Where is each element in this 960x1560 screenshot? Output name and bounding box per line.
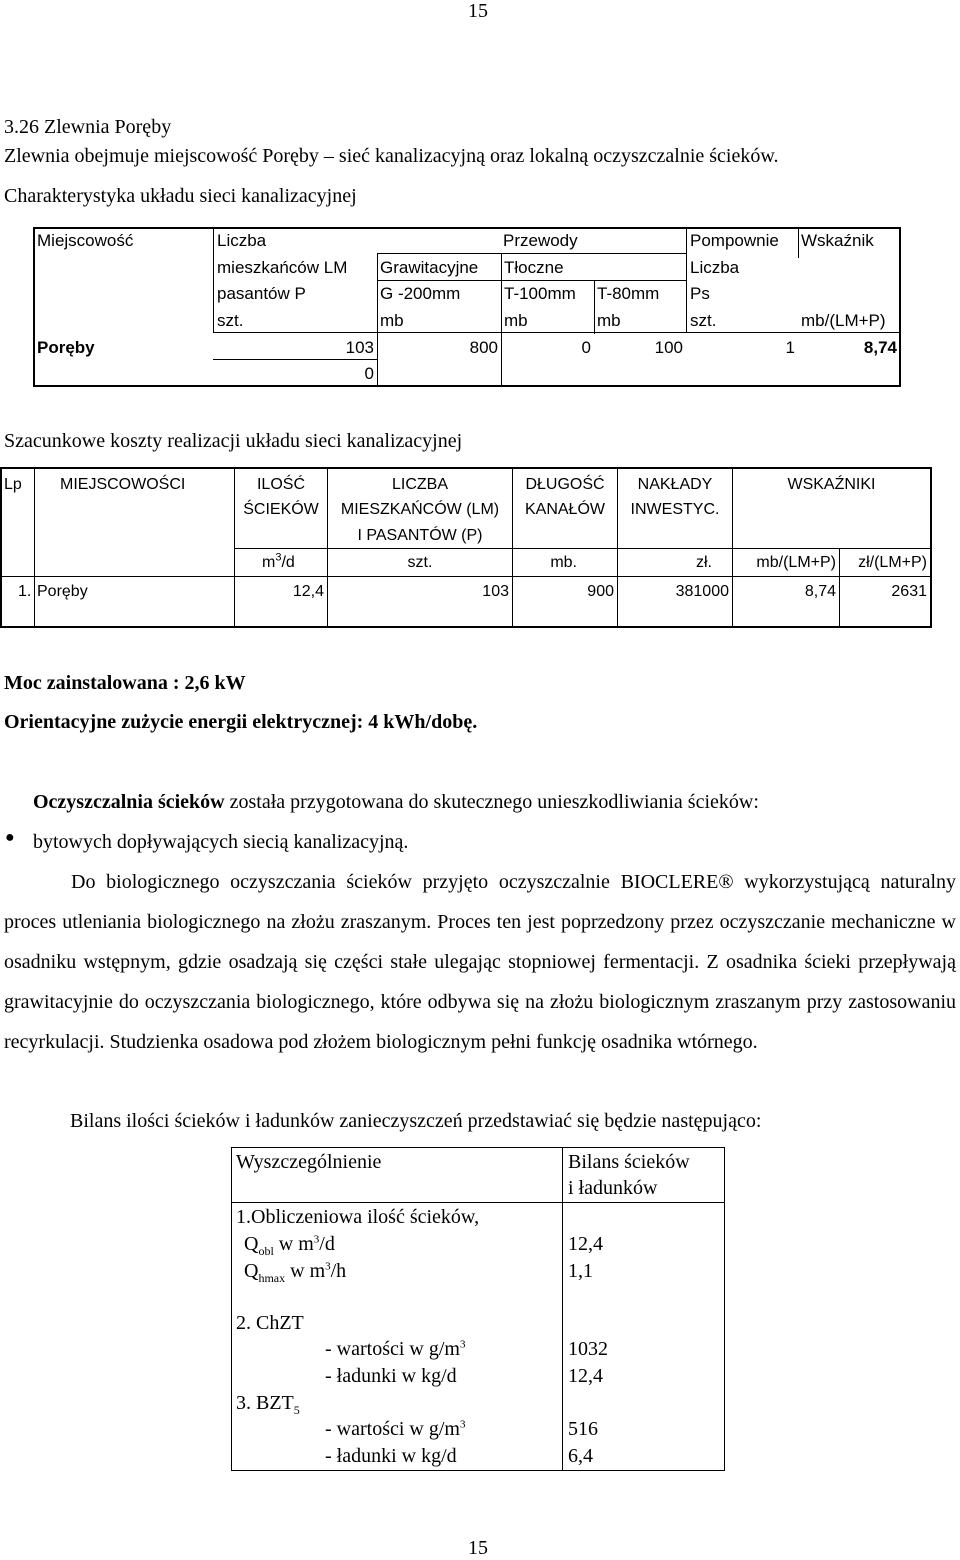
page-number-top: 15 [468,0,488,22]
t3-s1-v1: 12,4 [568,1233,603,1255]
t2-unit-mb-lmp: mb/(LM+P) [756,554,836,571]
t1-row-g200: 800 [469,338,498,357]
section-subtitle: Charakterystyka układu sieci kanalizacyjnej [4,185,357,207]
t3-s2-title: 2. ChZT [236,1312,304,1334]
t2-header-liczba-3: I PASANTÓW (P) [357,527,483,544]
t3-header-wyszczegolnienie: Wyszczególnienie [236,1151,382,1173]
t2-header-wskazniki: WSKAŹNIKI [787,476,876,493]
t1-header-grawitacyjne: Grawitacyjne [380,258,479,277]
t1-unit-mb-1: mb [380,311,404,330]
t2-header-dlugosc-1: DŁUGOŚĆ [525,476,605,493]
bullet-icon: ● [5,829,15,846]
t2-header-dlugosc-2: KANAŁÓW [524,501,605,518]
t3-s3-v1: 516 [568,1418,598,1440]
t1-header-tloczne: Tłoczne [504,258,564,277]
t2-row-wsk-2: 2631 [891,583,927,600]
plant-lead: Oczyszczalnia ścieków została przygotowana do skutecznego unieszkodliwiania ścieków: [33,791,759,813]
t2-unit-m3d: $m^3/d$ [262,551,295,571]
t1-header-liczba: Liczba [217,231,267,250]
t3-header-bilans-2: i ładunków [568,1177,658,1199]
t3-s1-v2: 1,1 [568,1260,593,1282]
page-number-bottom: 15 [468,1537,488,1559]
t3-s2-r1: - wartości w $g/m^3$ [325,1338,466,1360]
t2-row-liczba: 103 [482,583,509,600]
t1-unit-szt-1: szt. [217,311,244,330]
costs-title: Szacunkowe koszty realizacji układu sieci kanalizacyjnej [4,430,463,452]
section-intro: Zlewnia obejmuje miejscowość Poręby – sieć kanalizacyjną oraz lokalną oczyszczalnie ścieków. [4,145,779,167]
t3-s1-qobl: $Q_{obl}$ w $m^3/d$ [244,1233,335,1258]
t2-row-lp: 1. [18,583,32,600]
t3-s3-r2: - ładunki w kg/d [325,1445,457,1467]
t3-s3-v2: 6,4 [568,1445,593,1467]
t2-header-ilosc-1: ILOŚĆ [256,476,305,493]
t3-s2-v1: 1032 [568,1338,608,1360]
t1-row-name: Poręby [37,338,95,357]
plant-paragraph: Do biologicznego oczyszczania ścieków przyjęto oczyszczalnie BIOCLERE® wykorzystującą naturalny proces utleniania biologicznego na złożu zraszanym. Proces ten jest poprzedzony przez oczyszczanie mechaniczne w osadniku wstępnym, gdzie osadzają się części stałe ulegając stopniowej fermentacji. Z osadnika ścieki przepływają grawitacyjnie do oczyszczania biologicznego, które odbywa się na złożu biologicznym zraszanym przy zastosowaniu recyrkulacji. Studzienka osadowa pod złożem biologicznym pełni funkcję osadnika wtórnego. [4,871,956,1053]
t1-header-t100: T-100mm [504,284,576,303]
t1-unit-mb-3: mb [597,311,621,330]
t3-s2-r2: - ładunki w kg/d [325,1365,457,1387]
t2-header-liczba-1: LICZBA [391,476,448,493]
t1-unit-szt-2: szt. [690,311,717,330]
t1-header-pasantow: pasantów P [217,284,306,303]
t3-s2-v2: 12,4 [568,1365,603,1387]
t2-row-ilosc: 12,4 [292,583,324,600]
t3-s3-title: 3. $BZT_5$ [236,1392,300,1417]
t1-unit-mb-2: mb [504,311,528,330]
t3-s3-r1: - wartości w $g/m^3$ [325,1418,466,1440]
t1-unit-wskaznik: mb/(LM+P) [801,311,886,330]
t2-row-wsk-1: 8,74 [804,583,836,600]
installed-power: Moc zainstalowana : 2,6 kW [4,672,246,694]
bilans-intro: Bilans ilości ścieków i ładunków zanieczyszczeń przedstawiać się będzie następująco: [70,1110,762,1132]
t2-header-lp: Lp [4,476,22,493]
t2-row-naklady: 381000 [675,583,729,600]
t2-unit-zl: zł. [696,554,712,571]
t2-row-dlugosc: 900 [587,583,614,600]
t1-header-miejscowosc: Miejscowość [37,231,134,250]
t1-header-mieszkancow: mieszkańców LM [217,258,348,277]
t3-s1-title: 1.Obliczeniowa ilość ścieków, [236,1206,480,1228]
t1-row-wskaznik: 8,74 [863,338,897,357]
t2-header-naklady-1: NAKŁADY [637,476,713,493]
plant-bullet: bytowych dopływających siecią kanalizacyjną. [33,831,409,853]
energy-usage: Orientacyjne zużycie energii elektrycznej: 4 kWh/dobę. [4,711,478,733]
t2-unit-zl-lmp: zł/(LM+P) [858,554,927,571]
t1-header-g200: G -200mm [380,284,461,303]
t1-row-ps: 1 [785,338,795,357]
t1-row-t80: 100 [654,338,683,357]
t1-header-przewody: Przewody [503,231,578,250]
t1-row-p: 0 [364,364,374,383]
t1-header-pompownie: Pompownie [690,231,779,250]
t2-header-naklady-2: INWESTYC. [630,501,720,518]
t2-row-name: Poręby [37,583,88,600]
t2-unit-szt: szt. [407,554,433,571]
t1-header-ps: Ps [690,284,710,303]
t2-header-liczba-2: MIESZKAŃCÓW (LM) [340,501,500,518]
t1-header-pomp-liczba: Liczba [690,258,740,277]
t1-row-lm: 103 [345,338,374,357]
t3-s1-qhmax: $Q_{hmax}$ w $m^3/h$ [244,1260,347,1285]
t2-unit-mb: mb. [550,554,577,571]
t2-header-ilosc-2: ŚCIEKÓW [243,501,319,518]
t3-header-bilans-1: Bilans ścieków [568,1151,690,1173]
t1-header-t80: T-80mm [597,284,660,303]
t1-row-t100: 0 [581,338,591,357]
t2-header-miejscowosci: MIEJSCOWOŚCI [60,476,186,493]
section-title: 3.26 Zlewnia Poręby [4,116,172,138]
t1-header-wskaznik: Wskaźnik [801,231,874,250]
